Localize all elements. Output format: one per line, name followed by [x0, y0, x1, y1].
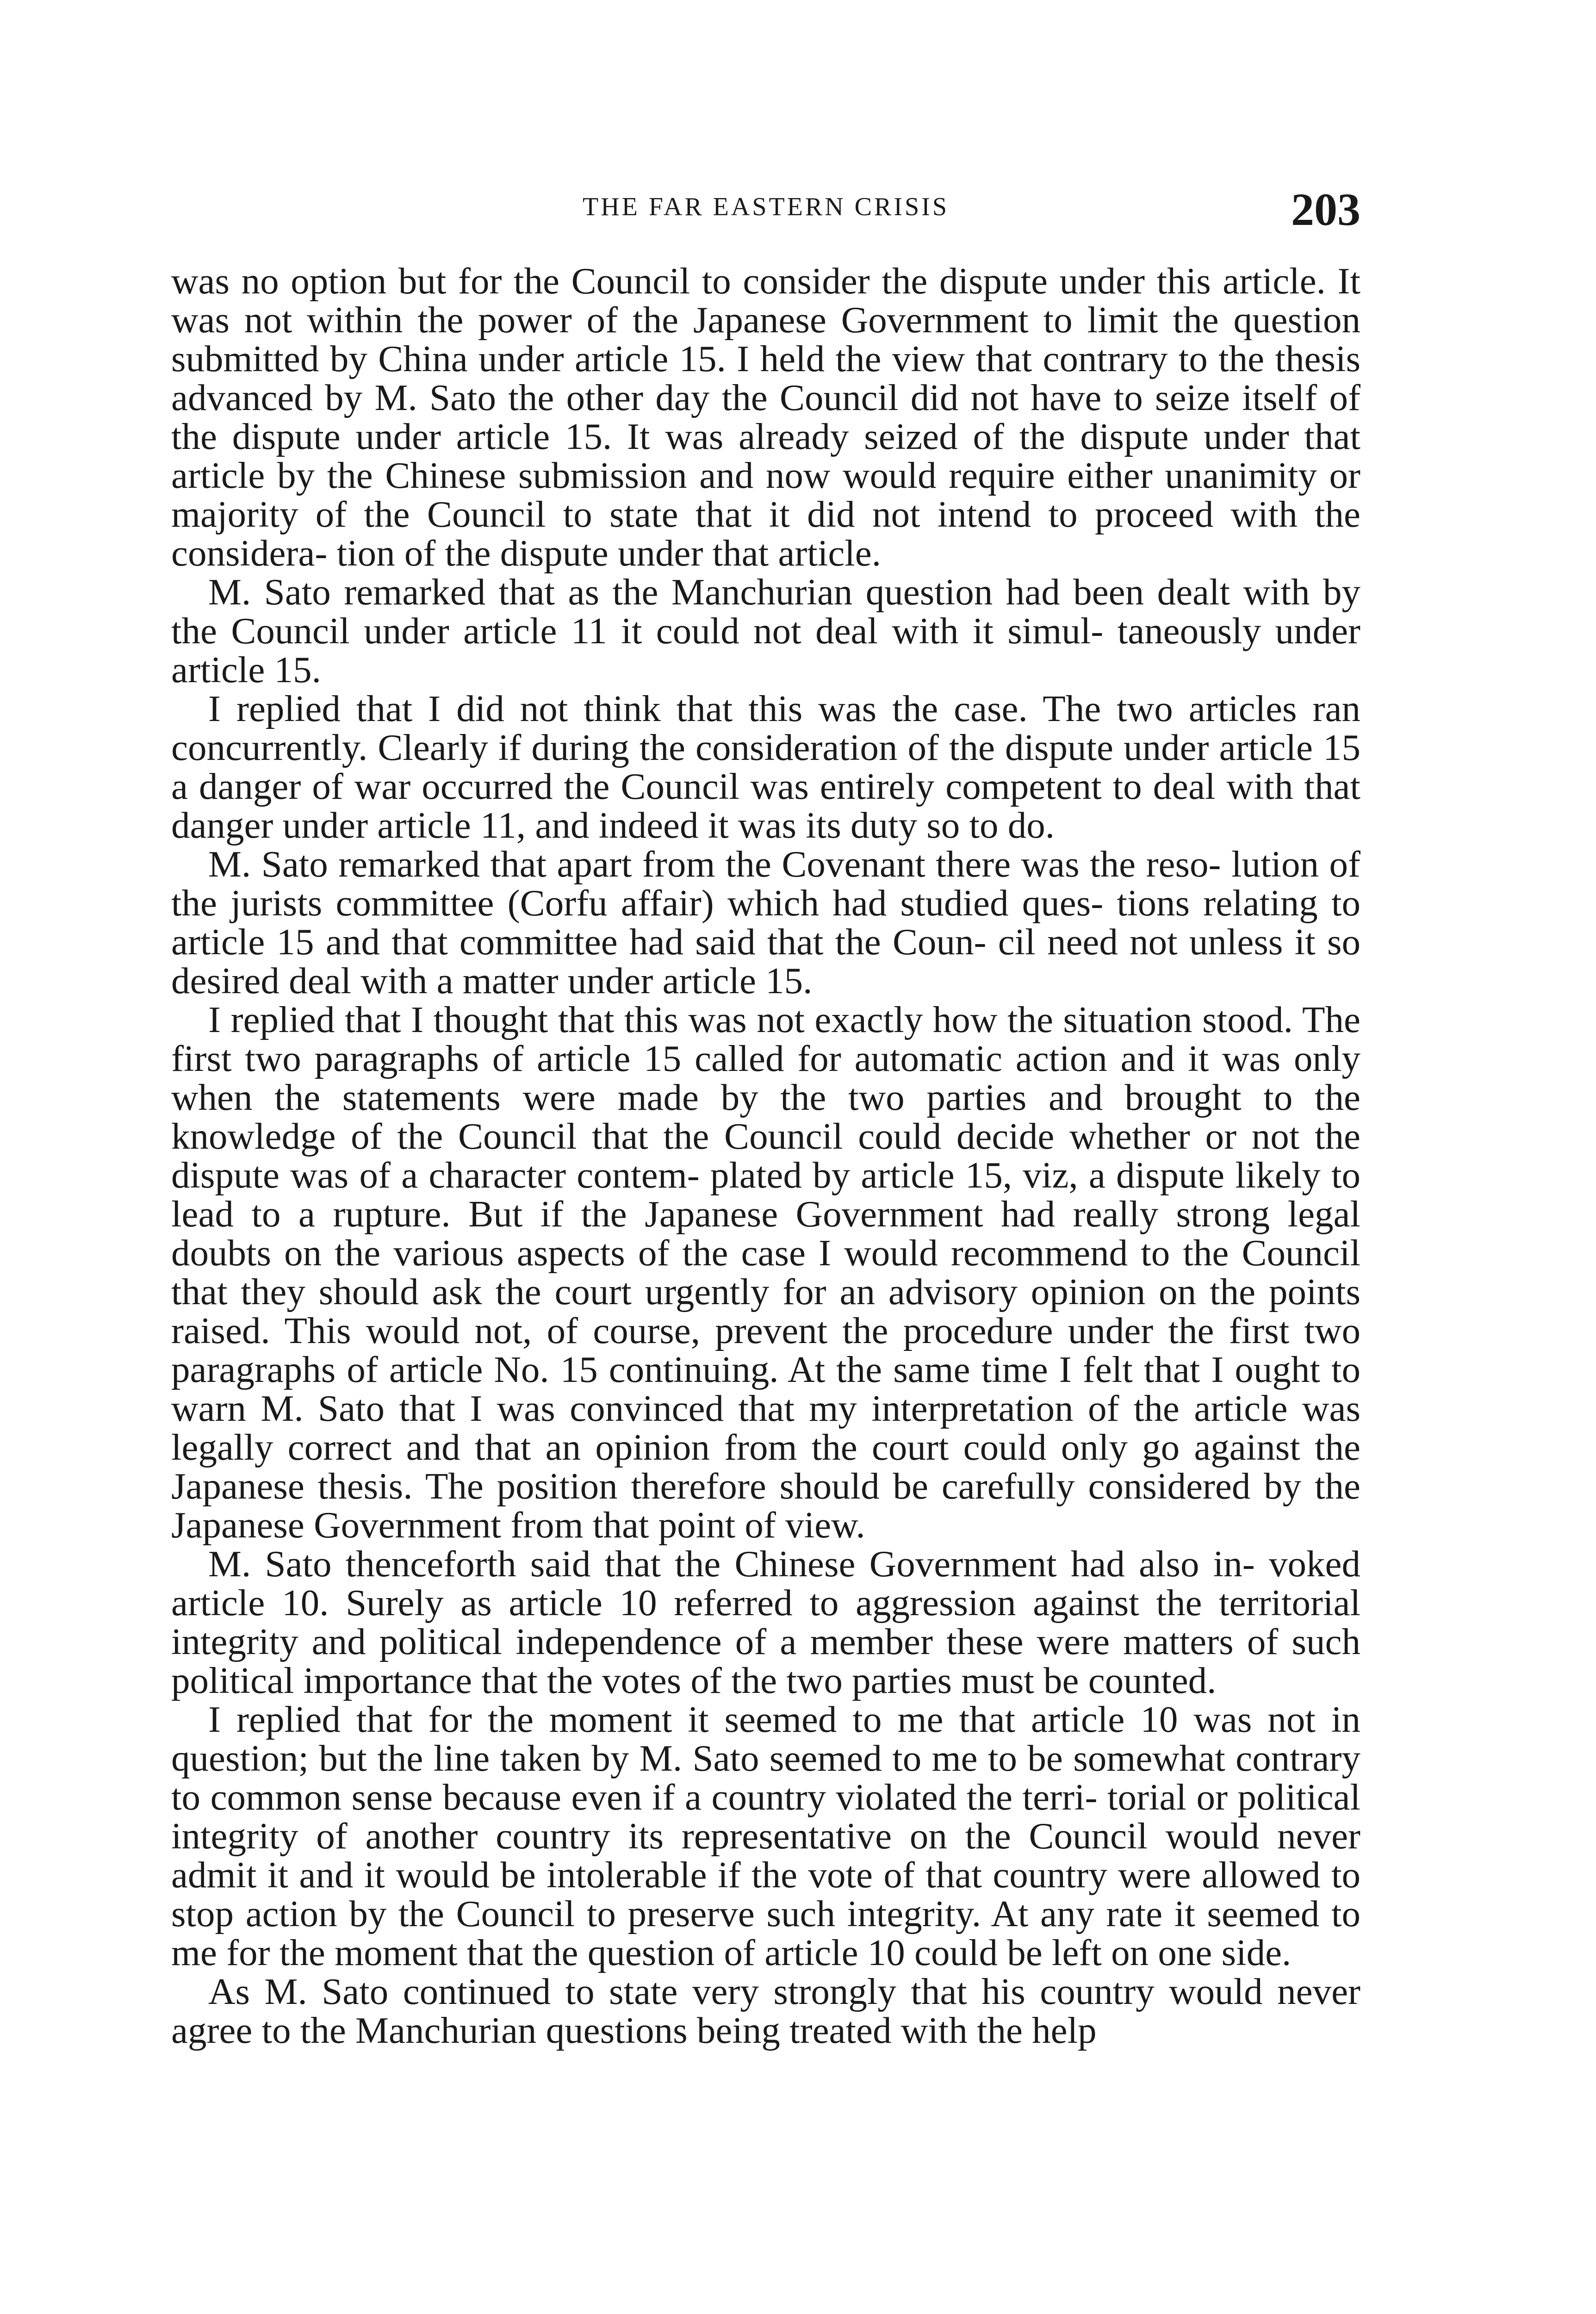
- paragraph-3: I replied that I did not think that this was the case. The two articles ran concurrently. Clearly if during the consideration of the dispute under article 15 a danger of war occurred the Council was entirely competent to deal with that danger under article 11, and indeed it was its duty so to do.: [171, 688, 1360, 846]
- paragraph-2: M. Sato remarked that as the Manchurian question had been dealt with by the Council under article 11 it could not deal with it simul- taneously under article 15.: [171, 571, 1360, 690]
- running-title: THE FAR EASTERN CRISIS: [583, 193, 949, 221]
- paragraph-6: M. Sato thenceforth said that the Chinese Government had also in- voked article 10. Surely as article 10 referred to aggression against the territorial integrity and political independence of a member these were matters of such political importance that the votes of the two parties must be counted.: [171, 1543, 1360, 1701]
- paragraph-7: I replied that for the moment it seemed to me that article 10 was not in question; but the line taken by M. Sato seemed to me to be somewhat contrary to common sense because even if a country violated the terri- torial or political integrity of another country its representative on the Council would never admit it and it would be intolerable if the vote of that country were allowed to stop action by the Council to preserve such integrity. At any rate it seemed to me for the moment that the question of article 10 could be left on one side.: [171, 1698, 1360, 1973]
- paragraph-8: As M. Sato continued to state very strongly that his country would never agree to the Manchurian questions being treated with the help: [171, 1971, 1360, 2051]
- paragraph-1: was no option but for the Council to consider the dispute under this article. It was not within the power of the Japanese Government to limit the question submitted by China under article 15. I held the view that contrary to the thesis advanced by M. Sato the other day the Council did not have to seize itself of the dispute under article 15. It was already seized of the dispute under that article by the Chinese submission and now would require either unanimity or majority of the Council to state that it did not intend to proceed with the considera- tion of the dispute under that article.: [171, 260, 1360, 574]
- body-text: [171, 261, 1360, 2050]
- running-head: [171, 183, 1360, 238]
- page-number: 203: [1291, 184, 1360, 235]
- paragraph-5: I replied that I thought that this was not exactly how the situation stood. The first two paragraphs of article 15 called for automatic action and it was only when the statements were made by the two parties and brought to the knowledge of the Council that the Council could decide whether or not the dispute was of a character contem- plated by article 15, viz, a dispute likely to lead to a rupture. But if the Japanese Government had really strong legal doubts on the various aspects of the case I would recommend to the Council that they should ask the court urgently for an advisory opinion on the points raised. This would not, of course, prevent the procedure under the first two paragraphs of article No. 15 continuing. At the same time I felt that I ought to warn M. Sato that I was convinced that my interpretation of the article was legally correct and that an opinion from the court could only go against the Japanese thesis. The position therefore should be carefully considered by the Japanese Government from that point of view.: [171, 999, 1360, 1546]
- paragraph-4: M. Sato remarked that apart from the Covenant there was the reso- lution of the jurists committee (Corfu affair) which had studied ques- tions relating to article 15 and that committee had said that the Coun- cil need not unless it so desired deal with a matter under article 15.: [171, 843, 1360, 1001]
